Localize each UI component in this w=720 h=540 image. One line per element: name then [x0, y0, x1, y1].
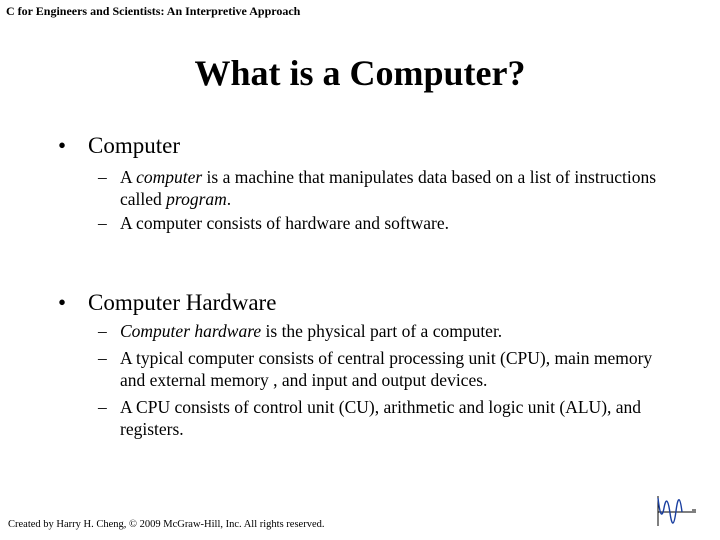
- bullet-dot: •: [58, 133, 67, 158]
- sub-item-cpu-consists: [98, 396, 678, 440]
- dash-marker: –: [98, 213, 107, 233]
- dash-marker: –: [98, 397, 107, 417]
- slide-title: What is a Computer?: [194, 53, 526, 93]
- course-header: C for Engineers and Scientists: An Interpretive Approach: [6, 4, 301, 18]
- bullet-label: Computer Hardware: [88, 290, 277, 315]
- bullet-computer-hardware: [58, 289, 276, 317]
- sub-item-computer-definition: [98, 166, 678, 210]
- bullet-computer: [58, 132, 180, 160]
- sub-item-text: A CPU consists of control unit (CU), arithmetic and logic unit (ALU), and registers.: [120, 397, 642, 439]
- dash-marker: –: [98, 167, 107, 187]
- damped-wave-logo-icon: [654, 494, 698, 528]
- bullet-label: Computer: [88, 133, 180, 158]
- sub-item-text: A computer consists of hardware and software.: [120, 213, 449, 233]
- dash-marker: –: [98, 321, 107, 341]
- copyright-footer: Created by Harry H. Cheng, © 2009 McGraw-Hill, Inc. All rights reserved.: [8, 519, 325, 530]
- bullet-dot: •: [58, 290, 67, 315]
- sub-item-text: Computer hardware is the physical part of a computer.: [120, 321, 503, 341]
- dash-marker: –: [98, 348, 107, 368]
- sub-item-computer-consists: [98, 212, 678, 234]
- sub-item-text: A computer is a machine that manipulates data based on a list of instructions called program.: [120, 167, 657, 209]
- sub-item-typical-computer: [98, 347, 678, 391]
- sub-item-text: A typical computer consists of central processing unit (CPU), main memory and external memory , and input and output devices.: [120, 348, 653, 390]
- sub-item-hardware-definition: [98, 320, 678, 342]
